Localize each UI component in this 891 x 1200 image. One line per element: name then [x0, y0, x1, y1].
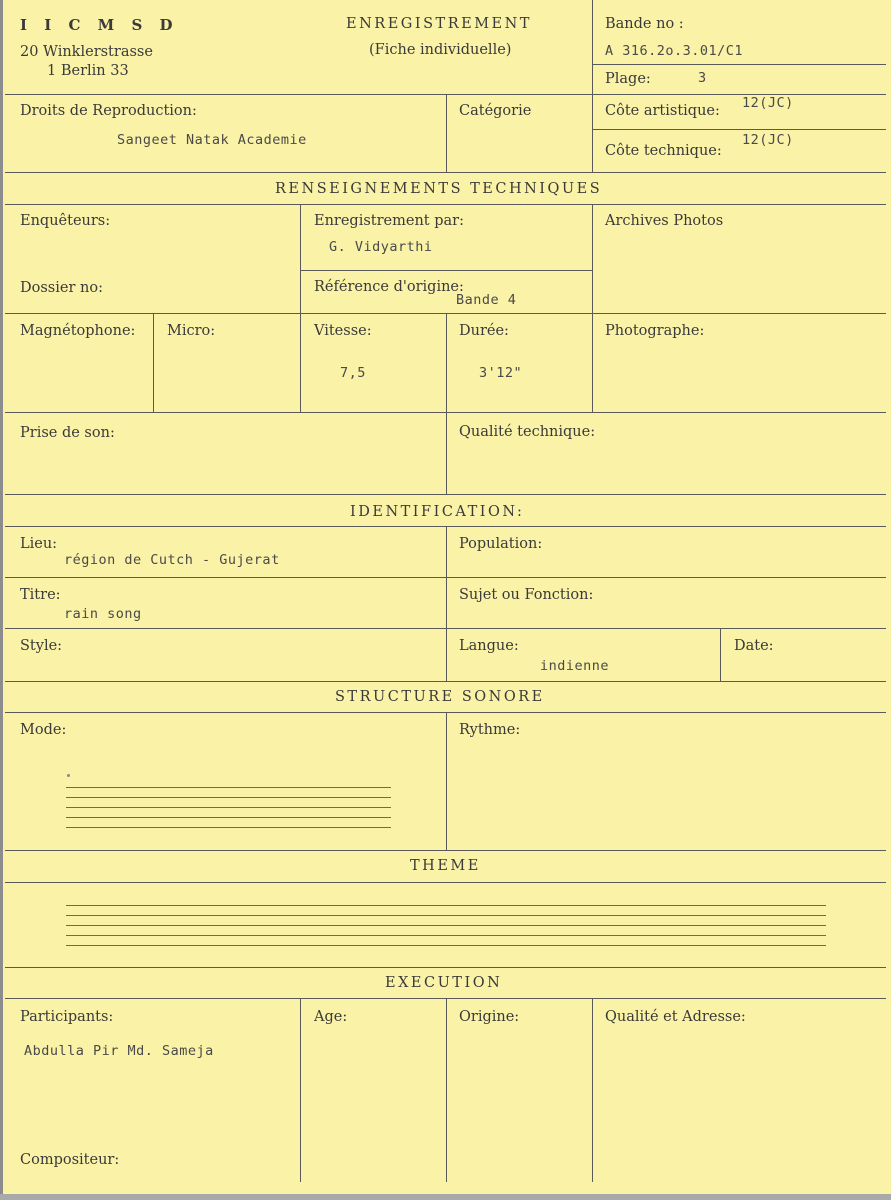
staff-line: [66, 817, 391, 818]
compositeur-label: Compositeur:: [20, 1152, 120, 1168]
titre-value: rain song: [64, 606, 142, 622]
origine-label: Origine:: [459, 1009, 520, 1025]
rule: [5, 882, 886, 883]
cote-artistique-value: 12(JC): [742, 95, 794, 111]
staff-line: [66, 935, 826, 936]
rule: [153, 313, 154, 412]
rule: [446, 94, 447, 172]
rule: [300, 270, 592, 271]
droits-label: Droits de Reproduction:: [20, 103, 197, 119]
vitesse-value: 7,5: [340, 365, 366, 381]
rule: [446, 412, 447, 494]
langue-value: indienne: [540, 658, 610, 674]
magnetophone-label: Magnétophone:: [20, 323, 136, 339]
titre-label: Titre:: [20, 587, 61, 603]
enregistrement-par-label: Enregistrement par:: [314, 213, 464, 229]
bande-label: Bande no :: [605, 16, 684, 32]
archives-photos-label: Archives Photos: [605, 213, 724, 229]
cote-artistique-label: Côte artistique:: [605, 103, 720, 119]
card-left-edge: [0, 0, 3, 1200]
participants-label: Participants:: [20, 1009, 114, 1025]
form-subtitle: (Fiche individuelle): [369, 42, 512, 58]
cote-technique-value: 12(JC): [742, 132, 794, 148]
micro-label: Micro:: [167, 323, 216, 339]
rule: [5, 681, 886, 682]
technique-heading: RENSEIGNEMENTS TECHNIQUES: [275, 181, 603, 197]
identification-heading: IDENTIFICATION:: [350, 504, 525, 520]
rule: [720, 628, 721, 681]
cote-technique-label: Côte technique:: [605, 143, 722, 159]
categorie-label: Catégorie: [459, 103, 532, 119]
enregistrement-par-value: G. Vidyarthi: [329, 239, 433, 255]
staff-line: [66, 945, 826, 946]
lieu-label: Lieu:: [20, 536, 58, 552]
rule: [446, 998, 447, 1182]
lieu-value: région de Cutch - Gujerat: [64, 552, 280, 568]
rule: [446, 712, 447, 850]
langue-label: Langue:: [459, 638, 519, 654]
structure-heading: STRUCTURE SONORE: [335, 689, 545, 705]
staff-line: [66, 827, 391, 828]
staff-line: [66, 797, 391, 798]
rule: [446, 526, 447, 681]
qualite-adresse-label: Qualité et Adresse:: [605, 1009, 746, 1025]
staff-line: [66, 915, 826, 916]
staff-line: [66, 905, 826, 906]
dossier-label: Dossier no:: [20, 280, 103, 296]
reference-value: Bande 4: [456, 292, 517, 308]
ink-mark: [67, 774, 70, 777]
duree-label: Durée:: [459, 323, 509, 339]
staff-line: [66, 925, 826, 926]
staff-line: [66, 787, 391, 788]
rule: [5, 850, 886, 851]
card-bottom-edge: [0, 1194, 891, 1200]
plage-value: 3: [698, 70, 707, 86]
enqueteurs-label: Enquêteurs:: [20, 213, 111, 229]
qualite-technique-label: Qualité technique:: [459, 424, 596, 440]
sujet-fonction-label: Sujet ou Fonction:: [459, 587, 594, 603]
duree-value: 3'12": [479, 365, 523, 381]
population-label: Population:: [459, 536, 543, 552]
prise-de-son-label: Prise de son:: [20, 425, 115, 441]
bande-value: A 316.2o.3.01/C1: [605, 43, 744, 59]
reference-label: Référence d'origine:: [314, 279, 464, 295]
plage-label: Plage:: [605, 71, 651, 87]
rule: [5, 967, 886, 968]
theme-heading: THEME: [410, 858, 481, 874]
rule: [592, 129, 886, 130]
vitesse-label: Vitesse:: [314, 323, 372, 339]
rule: [446, 313, 447, 412]
rule: [5, 204, 886, 205]
age-label: Age:: [314, 1009, 348, 1025]
date-label: Date:: [734, 638, 774, 654]
rule: [5, 172, 886, 173]
rule: [5, 494, 886, 495]
rythme-label: Rythme:: [459, 722, 521, 738]
rule: [592, 204, 593, 412]
org-logo: I I C M S D: [20, 16, 179, 34]
participants-value: Abdulla Pir Md. Sameja: [24, 1043, 214, 1059]
droits-value: Sangeet Natak Academie: [117, 132, 307, 148]
style-label: Style:: [20, 638, 63, 654]
form-title: ENREGISTREMENT: [346, 16, 532, 32]
rule: [592, 0, 593, 172]
rule: [300, 998, 301, 1182]
staff-line: [66, 807, 391, 808]
rule: [592, 64, 886, 65]
execution-heading: EXECUTION: [385, 975, 503, 991]
rule: [592, 998, 593, 1182]
address-line-2: 1 Berlin 33: [47, 63, 129, 79]
address-line-1: 20 Winklerstrasse: [20, 44, 153, 60]
rule: [300, 204, 301, 412]
photographe-label: Photographe:: [605, 323, 705, 339]
mode-label: Mode:: [20, 722, 67, 738]
